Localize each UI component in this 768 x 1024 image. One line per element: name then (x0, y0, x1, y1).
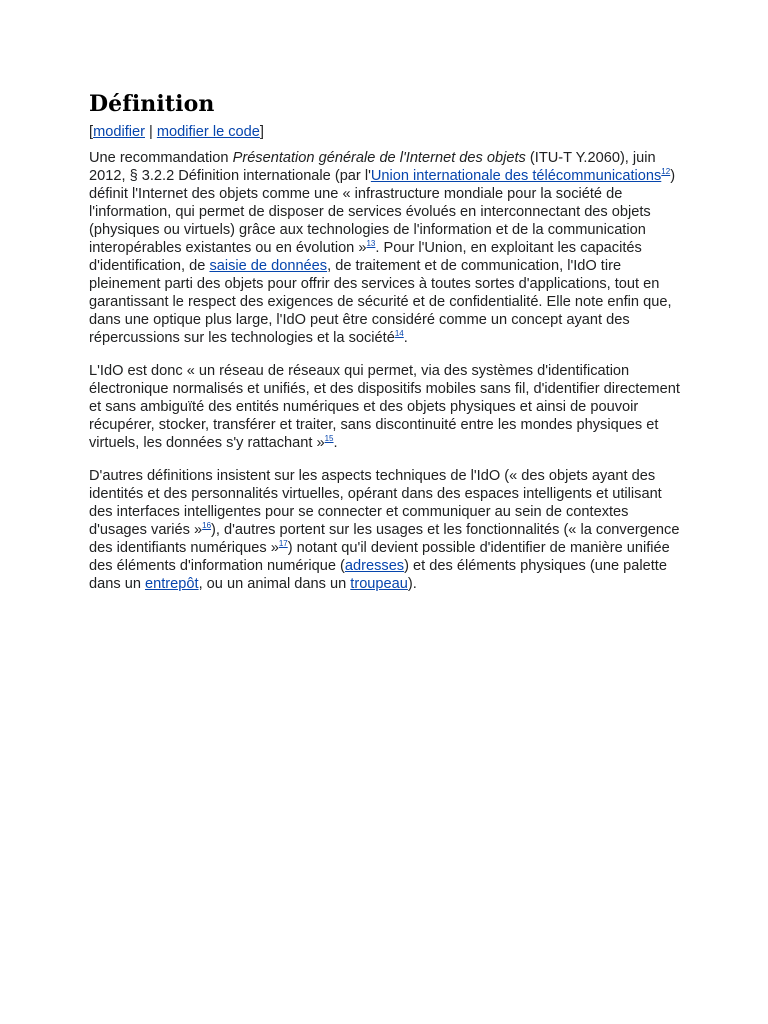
p1-text-5: , de traitement et de communication, l'IdO tire pleinement parti des objets pour offrir des services à toutes sortes d'applications, tout en garantissant le respect des exigences de sécurité et de confidentialité. Elle note enfin que, dans une optique plus large, l'IdO peut être considéré comme un concept ayant des répercussions sur les technologies et la société (89, 258, 672, 346)
p2-text-2: . (333, 435, 338, 451)
reference-12 (661, 167, 670, 176)
reference-16 (202, 521, 211, 530)
reference-13-link[interactable]: 13 (366, 239, 376, 248)
p3-text-2: ), d'autres portent sur les usages et les fonctionnalités (« la convergence des identifiants numériques » (89, 522, 680, 556)
paragraph-1 (89, 149, 681, 347)
reference-16-link[interactable]: 16 (202, 521, 212, 530)
link-uit[interactable]: Union internationale des télécommunications (370, 168, 662, 184)
reference-14 (395, 329, 404, 338)
p3-text-6: ). (407, 576, 417, 592)
reference-17 (279, 539, 288, 548)
link-troupeau[interactable]: troupeau (350, 576, 408, 592)
link-saisie-de-donnees[interactable]: saisie de données (209, 258, 328, 274)
link-adresses[interactable]: adresses (344, 558, 405, 574)
p1-text-4: . Pour l'Union, en exploitant les capacités d'identification, de (89, 240, 642, 274)
p3-text-5: , ou un animal dans un (198, 576, 351, 592)
paragraph-2 (89, 362, 681, 452)
edit-separator: | (144, 124, 157, 140)
p1-text-1: Une recommandation (89, 150, 233, 166)
p3-text-1: D'autres définitions insistent sur les aspects techniques de l'IdO (« des objets ayant des identités et des personnalités virtuelles, opérant dans des espaces intelligents et utilisant des interfaces intelligentes pour se connecter et communiquer au sein de contextes d'usages variés » (89, 468, 662, 538)
p3-text-4: ) et des éléments physiques (une palette dans un (89, 558, 667, 592)
link-entrepot[interactable]: entrepôt (145, 576, 199, 592)
p2-text-1: L'IdO est donc « un réseau de réseaux qui permet, via des systèmes d'identification électronique normalisés et unifiés, et des dispositifs mobiles sans fil, d'identifier directement et sans ambiguïté des entités numériques et des objets physiques et ainsi de pouvoir récupérer, stocker, transférer et traiter, sans discontinuité entre les mondes physiques et virtuels, les données s'y rattachant » (89, 363, 680, 451)
reference-12-link[interactable]: 12 (661, 167, 671, 176)
p1-italic-title: Présentation générale de l'Internet des objets (232, 150, 526, 166)
paragraph-3 (89, 467, 681, 593)
section-heading: Définition (89, 91, 215, 117)
edit-bracket-open: [ (89, 124, 94, 140)
reference-17-link[interactable]: 17 (278, 539, 288, 548)
reference-14-link[interactable]: 14 (394, 329, 404, 338)
p3-text-3: ) notant qu'il devient possible d'identifier de manière unifiée des éléments d'information numérique ( (89, 540, 670, 574)
p1-text-6: . (403, 330, 408, 346)
p1-text-2: (ITU-T Y.2060), juin 2012, § 3.2.2 Définition internationale (par l' (89, 150, 656, 184)
p1-text-3: ) définit l'Internet des objets comme une « infrastructure mondiale pour la société de l'information, qui permet de disposer de services évolués en interconnectant des objets (physiques ou virtuels) grâce aux technologies de l'information et de la communication interopérables existantes ou en évolution » (89, 168, 676, 256)
edit-code-link[interactable]: modifier le code (156, 124, 260, 140)
reference-15-link[interactable]: 15 (324, 434, 334, 443)
edit-bracket-close: ] (259, 124, 264, 140)
reference-15 (325, 434, 334, 443)
article-content (89, 90, 681, 608)
edit-section-links (89, 123, 681, 141)
edit-link[interactable]: modifier (93, 124, 145, 140)
